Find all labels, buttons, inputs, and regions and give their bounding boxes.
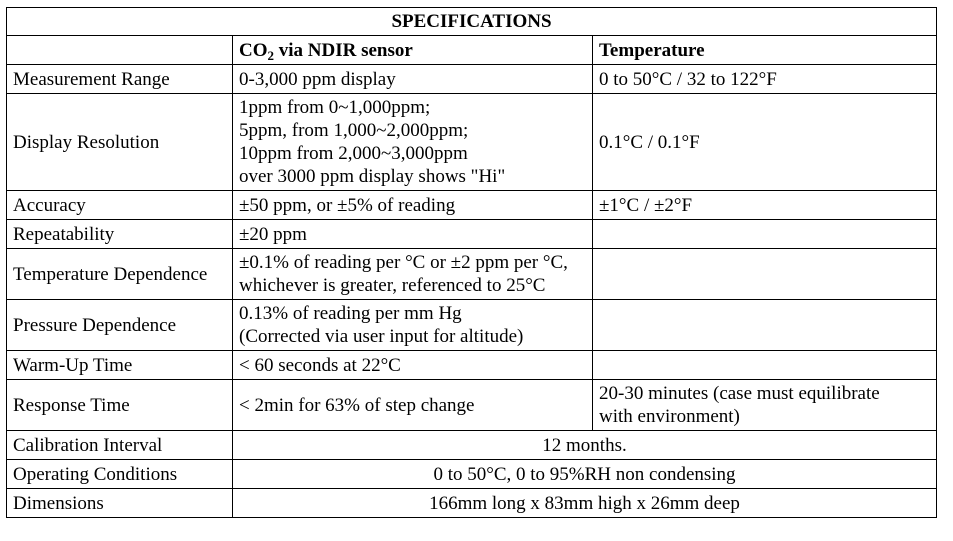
table-row bbox=[7, 220, 937, 249]
row-label: Measurement Range bbox=[7, 65, 233, 94]
table-title: SPECIFICATIONS bbox=[7, 8, 937, 36]
temp-text: 20-30 minutes (case must equilibrate bbox=[599, 383, 880, 404]
co2-cell bbox=[233, 300, 593, 351]
co2-cell bbox=[233, 191, 593, 220]
co2-text: 5ppm, from 1,000~2,000ppm; bbox=[239, 120, 469, 141]
temp-text: 0 to 50°C / 32 to 122°F bbox=[599, 68, 777, 90]
co2-cell bbox=[233, 65, 593, 94]
co2-text: 10ppm from 2,000~3,000ppm bbox=[239, 143, 468, 164]
merged-value-cell: 166mm long x 83mm high x 26mm deep bbox=[233, 489, 937, 518]
merged-value-cell: 0 to 50°C, 0 to 95%RH non condensing bbox=[233, 460, 937, 489]
table-row bbox=[7, 191, 937, 220]
row-label: Pressure Dependence bbox=[7, 300, 233, 351]
co2-text: < 60 seconds at 22°C bbox=[239, 354, 401, 376]
table-row bbox=[7, 249, 937, 300]
header-co2 bbox=[233, 36, 593, 65]
table-row bbox=[7, 489, 937, 518]
co2-cell bbox=[233, 220, 593, 249]
row-label: Operating Conditions bbox=[7, 460, 233, 489]
co2-text: 0-3,000 ppm display bbox=[239, 68, 396, 90]
header-row bbox=[7, 36, 937, 65]
temp-cell bbox=[593, 94, 937, 191]
row-label: Repeatability bbox=[7, 220, 233, 249]
co2-cell bbox=[233, 94, 593, 191]
co2-cell bbox=[233, 380, 593, 431]
co2-text: over 3000 ppm display shows "Hi" bbox=[239, 166, 506, 187]
header-co2-subscript: 2 bbox=[267, 47, 274, 63]
temp-text: 0.1°C / 0.1°F bbox=[599, 131, 700, 153]
table-row bbox=[7, 380, 937, 431]
table-row bbox=[7, 94, 937, 191]
table-row bbox=[7, 351, 937, 380]
table-row bbox=[7, 300, 937, 351]
co2-text: < 2min for 63% of step change bbox=[239, 394, 475, 416]
temp-cell-empty bbox=[593, 300, 937, 351]
co2-text: ±20 ppm bbox=[239, 223, 307, 245]
temp-cell bbox=[593, 380, 937, 431]
co2-text: 0.13% of reading per mm Hg bbox=[239, 303, 462, 324]
row-label: Display Resolution bbox=[7, 94, 233, 191]
header-co2-suffix: via NDIR sensor bbox=[274, 39, 413, 61]
co2-text: (Corrected via user input for altitude) bbox=[239, 326, 524, 347]
row-label: Response Time bbox=[7, 380, 233, 431]
temp-cell bbox=[593, 191, 937, 220]
header-empty-cell bbox=[7, 36, 233, 65]
co2-text: 1ppm from 0~1,000ppm; bbox=[239, 97, 431, 118]
table-row bbox=[7, 431, 937, 460]
title-row bbox=[7, 8, 937, 36]
table-row bbox=[7, 65, 937, 94]
header-co2-prefix: CO bbox=[239, 39, 268, 61]
temp-cell bbox=[593, 65, 937, 94]
table-row bbox=[7, 460, 937, 489]
co2-text: whichever is greater, referenced to 25°C bbox=[239, 275, 546, 296]
temp-text: with environment) bbox=[599, 406, 740, 427]
co2-text: ±50 ppm, or ±5% of reading bbox=[239, 194, 456, 216]
co2-cell bbox=[233, 249, 593, 300]
co2-text: ±0.1% of reading per °C or ±2 ppm per °C, bbox=[239, 252, 568, 273]
temp-text: ±1°C / ±2°F bbox=[599, 194, 693, 216]
temp-cell-empty bbox=[593, 220, 937, 249]
merged-value-cell: 12 months. bbox=[233, 431, 937, 460]
row-label: Accuracy bbox=[7, 191, 233, 220]
header-temperature: Temperature bbox=[593, 36, 937, 65]
specifications-table bbox=[6, 7, 937, 518]
row-label: Dimensions bbox=[7, 489, 233, 518]
temp-cell-empty bbox=[593, 249, 937, 300]
row-label: Temperature Dependence bbox=[7, 249, 233, 300]
row-label: Warm-Up Time bbox=[7, 351, 233, 380]
row-label: Calibration Interval bbox=[7, 431, 233, 460]
temp-cell-empty bbox=[593, 351, 937, 380]
co2-cell bbox=[233, 351, 593, 380]
